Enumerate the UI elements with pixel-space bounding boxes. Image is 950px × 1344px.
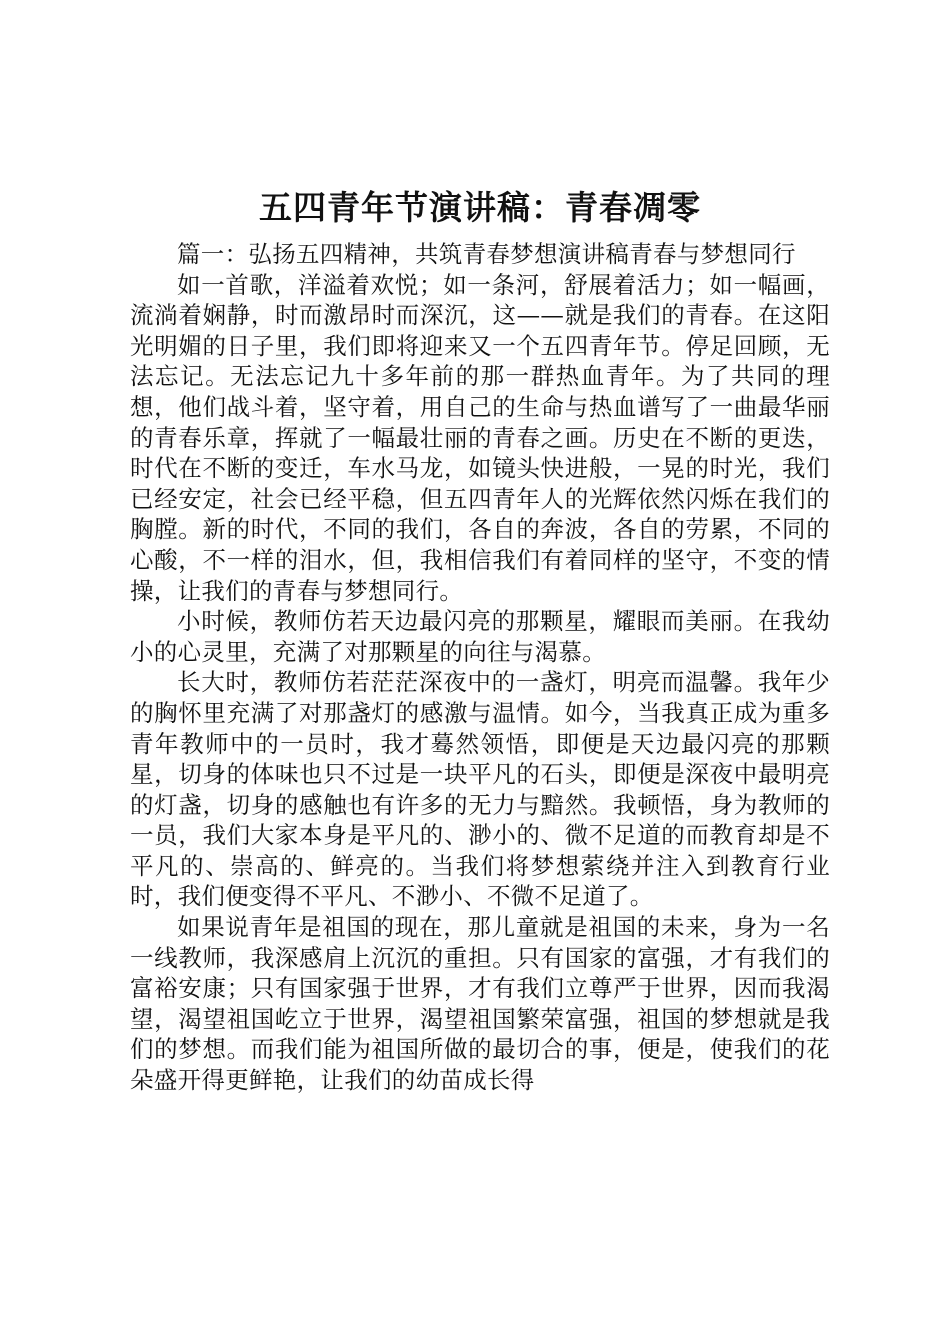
document-page [130,183,830,1096]
paragraph-future: 如果说青年是祖国的现在，那儿童就是祖国的未来，身为一名一线教师，我深感肩上沉沉的重担。只有国家的富强，才有我们的富裕安康；只有国家强于世界，才有我们立尊严于世界，因而我渴望，渴望祖国屹立于世界，渴望祖国繁荣富强，祖国的梦想就是我们的梦想。而我们能为祖国所做的最切合的事，便是，使我们的花朵盛开得更鲜艳，让我们的幼苗成长得 [130,913,830,1095]
paragraph-childhood: 小时候，教师仿若天边最闪亮的那颗星，耀眼而美丽。在我幼小的心灵里，充满了对那颗星的向往与渴慕。 [130,607,830,666]
document-title: 五四青年节演讲稿：青春凋零 [259,188,701,227]
paragraph-intro: 篇一：弘扬五四精神，共筑青春梦想演讲稿青春与梦想同行 [177,240,796,268]
paragraph-youth: 如一首歌，洋溢着欢悦；如一条河，舒展着活力；如一幅画，流淌着娴静，时而激昂时而深沉，这——就是我们的青春。在这阳光明媚的日子里，我们即将迎来又一个五四青年节。停足回顾，无法忘记。无法忘记九十多年前的那一群热血青年。为了共同的理想，他们战斗着，坚守着，用自己的生命与热血谱写了一曲最华丽的青春乐章，挥就了一幅最壮丽的青春之画。历史在不断的更迭，时代在不断的变迁，车水马龙，如镜头快进般，一晃的时光，我们已经安定，社会已经平稳，但五四青年人的光辉依然闪烁在我们的胸膛。新的时代，不同的我们，各自的奔波，各自的劳累，不同的心酸，不一样的泪水，但，我相信我们有着同样的坚守，不变的情操，让我们的青春与梦想同行。 [130,270,830,605]
paragraph-growing-up: 长大时，教师仿若茫茫深夜中的一盏灯，明亮而温馨。我年少的胸怀里充满了对那盏灯的感激与温情。如今，当我真正成为重多青年教师中的一员时，我才蓦然领悟，即便是天边最闪亮的那颗星，切身的体味也只不过是一块平凡的石头，即便是深夜中最明亮的灯盏，切身的感触也有许多的无力与黯然。我顿悟，身为教师的一员，我们大家本身是平凡的、渺小的、微不足道的而教育却是不平凡的、崇高的、鲜亮的。当我们将梦想萦绕并注入到教育行业时，我们便变得不平凡、不渺小、不微不足道了。 [130,668,830,911]
